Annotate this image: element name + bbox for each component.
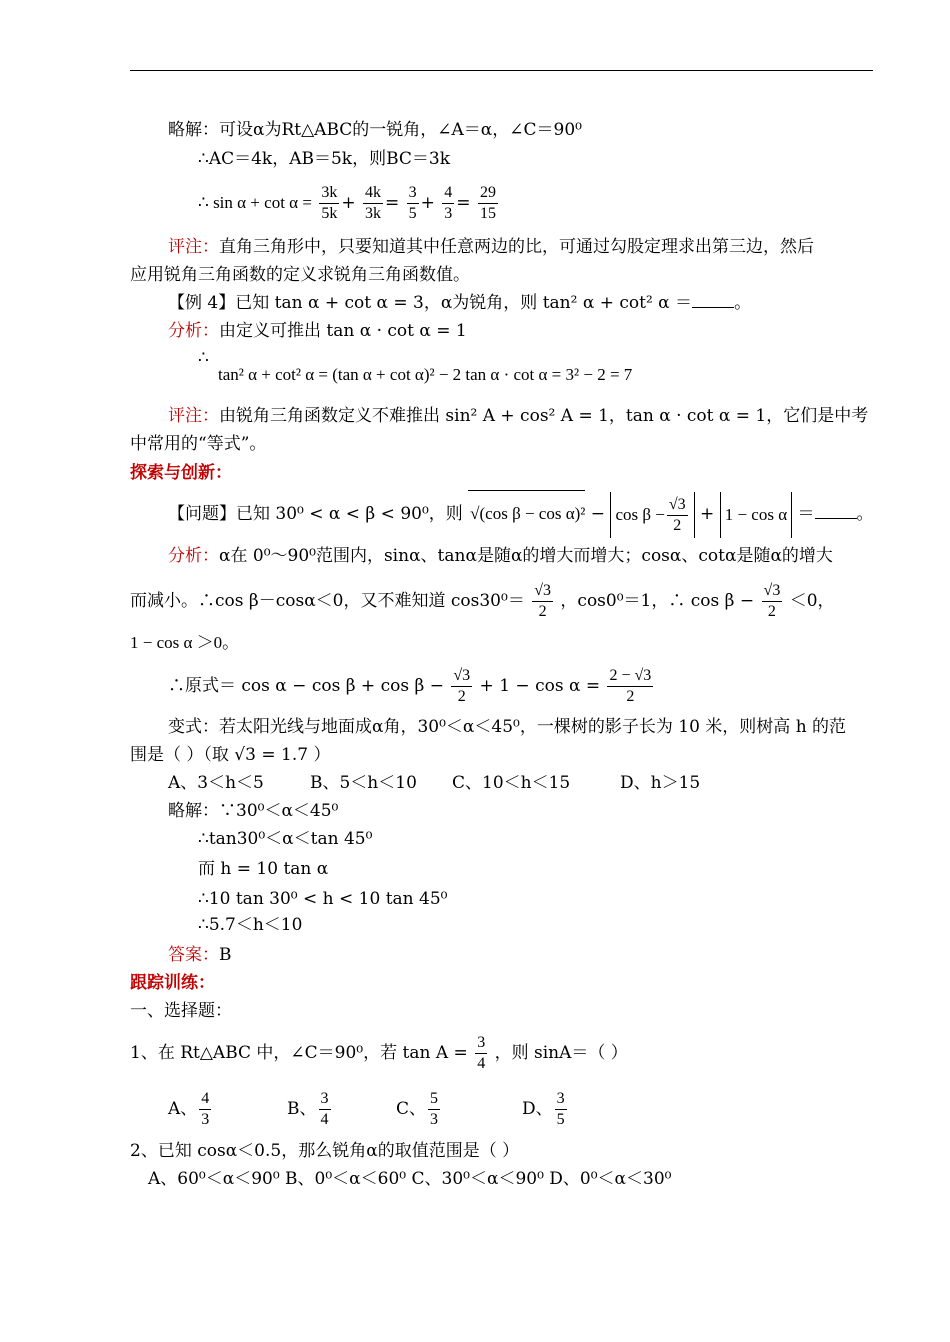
section-practice: 跟踪训练： <box>130 973 215 993</box>
solution-step-5: ∴5.7＜h＜10 <box>198 915 303 935</box>
problem-2: 2、已知 cosα＜0.5，那么锐角α的取值范围是（ ） <box>130 1141 520 1161</box>
answer-blank <box>815 504 857 519</box>
problem-1: 1、在 Rt△ABC 中，∠C＝90⁰，若 tan A = $\frac{3}{4}$ ，则 sinA＝（ ） <box>130 1034 628 1072</box>
problem-1-option-c: C、 $\frac{5}{3}$ <box>396 1090 439 1128</box>
fraction: $\frac{3k}{5k}$ <box>321 184 338 222</box>
comment-1: 评注：直角三角形中，只要知道其中任意两边的比，可通过勾股定理求出第三边，然后 <box>168 237 814 257</box>
subsection-choice: 一、选择题： <box>130 1001 232 1021</box>
solution-step-4: ∴10 tan 30⁰ < h < 10 tan 45⁰ <box>198 889 448 909</box>
fraction: $\frac{3}{5}$ <box>408 184 417 222</box>
problem-1-option-b: B、 $\frac{3}{4}$ <box>287 1090 329 1128</box>
example-4: 【例 4】已知 tan α + cot α = 3，α为锐角，则 tan² α + cot² α ＝ 。 <box>168 293 752 313</box>
option-b: B、5＜h＜10 <box>310 773 417 793</box>
fraction: $\frac{4}{3}$ <box>444 184 453 222</box>
solution-step-3: 而 h = 10 tan α <box>198 859 329 879</box>
fraction: $\frac{4k}{3k}$ <box>364 184 381 222</box>
comment-label: 评注： <box>168 406 219 426</box>
option-a: A、3＜h＜5 <box>168 773 264 793</box>
answer-blank <box>692 293 734 308</box>
problem-1-option-a: A、 $\frac{4}{3}$ <box>168 1090 210 1128</box>
absolute-value: cos β − $\frac{√3}{2}$ <box>610 492 694 538</box>
original-expression: ∴原式＝ cos α − cos β + cos β − $\frac{√3}{2}$ + 1 − cos α = $\frac{2 - √3}{2}$ <box>168 667 652 705</box>
analysis-label: 分析： <box>168 546 219 566</box>
solution-line-2: ∴AC＝4k，AB＝5k，则BC＝3k <box>198 149 451 169</box>
analysis-1: 分析：由定义可推出 tan α · cot α = 1 <box>168 321 467 341</box>
solution-step-1: 略解：∵30⁰＜α＜45⁰ <box>168 801 339 821</box>
variant-line-2: 围是（ ）（取 √3 = 1.7 ） <box>130 745 331 765</box>
analysis-label: 分析： <box>168 321 219 341</box>
analysis-2: tan² α + cot² α = (tan α + cot α)² − 2 tan α · cot α = 3² − 2 = 7 <box>218 365 633 384</box>
solution-step-2: ∴tan30⁰＜α＜tan 45⁰ <box>198 829 373 849</box>
therefore-sign: ∴ <box>198 348 209 368</box>
analysis-3-cont2: 1 − cos α ＞0。 <box>130 633 240 652</box>
comment-label: 评注： <box>168 237 219 257</box>
answer-label: 答案： <box>168 945 219 965</box>
variant-line-1: 变式：若太阳光线与地面成α角，30⁰＜α＜45⁰，一棵树的影子长为 10 米，则树高 h 的范 <box>168 717 847 737</box>
problem-line: 【问题】已知 30⁰ < α < β < 90⁰，则 √(cos β − cos α)² − cos β − $\frac{√3}{2}$ + 1 − cos α ＝ 。 <box>168 490 874 536</box>
comment-1-cont: 应用锐角三角函数的定义求锐角三角函数值。 <box>130 265 470 285</box>
analysis-3: 分析：α在 0⁰～90⁰范围内，sinα、tanα是随α的增大而增大；cosα、cotα是随α的增大 <box>168 546 833 566</box>
absolute-value: 1 − cos α <box>720 492 792 538</box>
comment-2: 评注：由锐角三角函数定义不难推出 sin² A + cos² A = 1，tan α · cot α = 1，它们是中考 <box>168 406 869 426</box>
answer-line: 答案：B <box>168 945 232 965</box>
comment-2-cont: 中常用的“等式”。 <box>130 434 267 454</box>
sum-label: ∴ sin α + cot α = <box>198 193 312 212</box>
section-explore: 探索与创新： <box>130 463 232 483</box>
option-c: C、10＜h＜15 <box>452 773 571 793</box>
header-rule <box>130 70 873 71</box>
fraction: $\frac{29}{15}$ <box>479 184 496 222</box>
analysis-3-cont: 而减小。∴cos β－cosα＜0，又不难知道 cos30⁰＝ $\frac{√3}{2}$ ，cos0⁰＝1，∴ cos β − $\frac{√3}{2}$ ＜0， <box>130 582 835 620</box>
problem-1-option-d: D、 $\frac{3}{5}$ <box>522 1090 565 1128</box>
solution-line-3: ∴ sin α + cot α = $\frac{3k}{5k}$ + $\frac{4k}{3k}$ = $\frac{3}{5}$ + $\frac{4}{3}$ = $\frac{29}{15}$ <box>198 184 496 222</box>
option-d: D、h＞15 <box>620 773 701 793</box>
problem-2-options: A、60⁰＜α＜90⁰ B、0⁰＜α＜60⁰ C、30⁰＜α＜90⁰ D、0⁰＜α＜30⁰ <box>148 1169 672 1189</box>
radical: √(cos β − cos α)² <box>468 490 585 537</box>
solution-line-1: 略解：可设α为Rt△ABC的一锐角，∠A＝α，∠C＝90⁰ <box>168 120 582 140</box>
